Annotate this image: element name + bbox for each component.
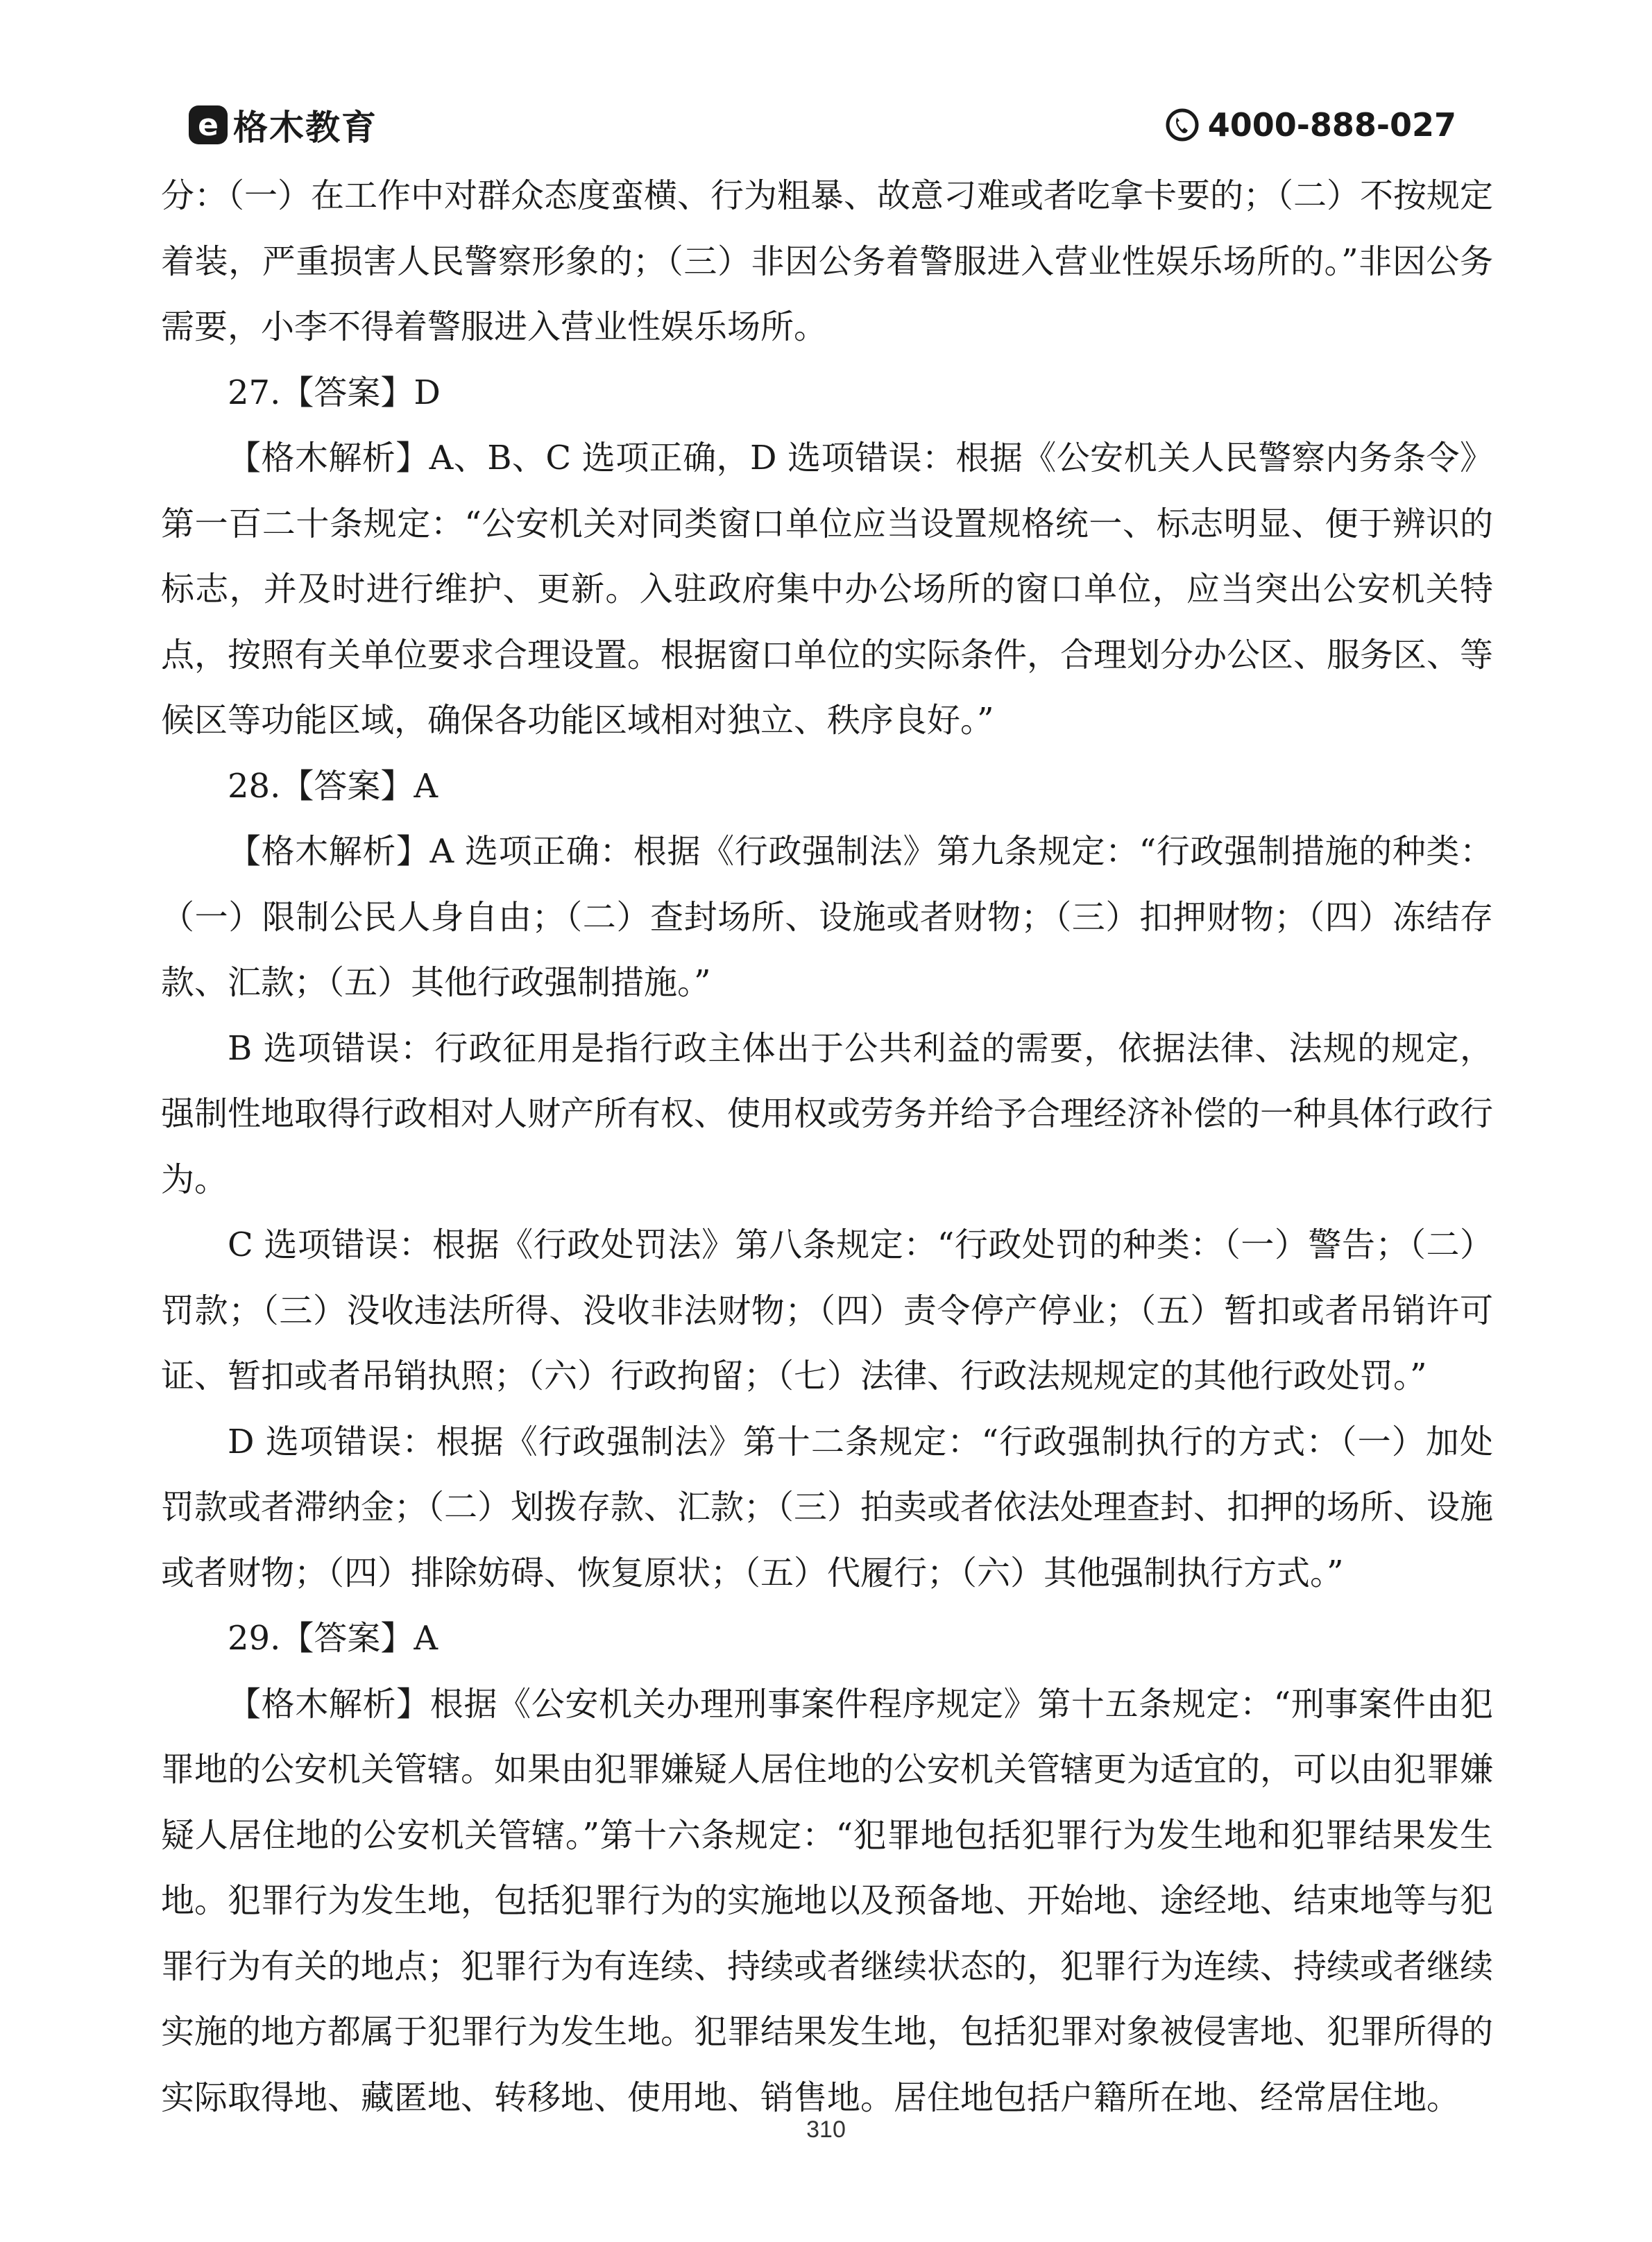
phone-icon [1165,108,1200,142]
analysis-paragraph: D 选项错误：根据《行政强制法》第十二条规定：“行政强制执行的方式：（一）加处罚款或者滞纳金；（二）划拨存款、汇款；（三）拍卖或者依法处理查封、扣押的场所、设施或者财物；（四）排除妨碍、恢复原状；（五）代履行；（六）其他强制执行方式。” [161,1422,1494,1593]
brand-logo [189,103,377,147]
page-number: 310 [806,2116,846,2143]
page-header [0,0,1652,160]
logo-icon: e [189,105,228,144]
paragraph: 分：（一）在工作中对群众态度蛮横、行为粗暴、故意刁难或者吃拿卡要的；（二）不按规定着装，严重损害人民警察形象的；（三）非因公务着警服进入营业性娱乐场所的。”非因公务需要，小李不得着警服进入营业性娱乐场所。 [161,176,1494,346]
analysis-paragraph: B 选项错误：行政征用是指行政主体出于公共利益的需要，依据法律、法规的规定，强制性地取得行政相对人财产所有权、使用权或劳务并给予合理经济补偿的一种具体行政行为。 [161,1028,1494,1199]
analysis-paragraph: 【格木解析】A 选项正确：根据《行政强制法》第九条规定：“行政强制措施的种类：（一）限制公民人身自由；（二）查封场所、设施或者财物；（三）扣押财物；（四）冻结存款、汇款；（五）其他行政强制措施。” [161,832,1493,1002]
answer-heading: 27.【答案】D [228,373,441,412]
hotline [1165,104,1456,146]
phone-number: 4000-888-027 [1207,106,1456,144]
analysis-paragraph: C 选项错误：根据《行政处罚法》第八条规定：“行政处罚的种类：（一）警告；（二）罚款；（三）没收违法所得、没收非法财物；（四）责令停产停业；（五）暂扣或者吊销许可证、暂扣或者吊销执照；（六）行政拘留；（七）法律、行政法规规定的其他行政处罚。” [161,1225,1493,1395]
answer-heading: 29.【答案】A [228,1619,438,1658]
analysis-paragraph: 【格木解析】根据《公安机关办理刑事案件程序规定》第十五条规定：“刑事案件由犯罪地的公安机关管辖。如果由犯罪嫌疑人居住地的公安机关管辖更为适宜的，可以由犯罪嫌疑人居住地的公安机关管辖。”第十六条规定：“犯罪地包括犯罪行为发生地和犯罪结果发生地。犯罪行为发生地，包括犯罪行为的实施地以及预备地、开始地、途经地、结束地等与犯罪行为有关的地点；犯罪行为有连续、持续或者继续状态的，犯罪行为连续、持续或者继续实施的地方都属于犯罪行为发生地。犯罪结果发生地，包括犯罪对象被侵害地、犯罪所得的实际取得地、藏匿地、转移地、使用地、销售地。居住地包括户籍所在地、经常居住地。 [161,1684,1494,2117]
answer-heading: 28.【答案】A [228,766,438,806]
page-body [161,163,1493,2130]
brand-name: 格木教育 [233,108,377,148]
analysis-paragraph: 【格木解析】A、B、C 选项正确，D 选项错误：根据《公安机关人民警察内务条令》第一百二十条规定：“公安机关对同类窗口单位应当设置规格统一、标志明显、便于辨识的标志，并及时进行维护、更新。入驻政府集中办公场所的窗口单位，应当突出公安机关特点，按照有关单位要求合理设置。根据窗口单位的实际条件，合理划分办公区、服务区、等候区等功能区域，确保各功能区域相对独立、秩序良好。” [161,439,1494,740]
